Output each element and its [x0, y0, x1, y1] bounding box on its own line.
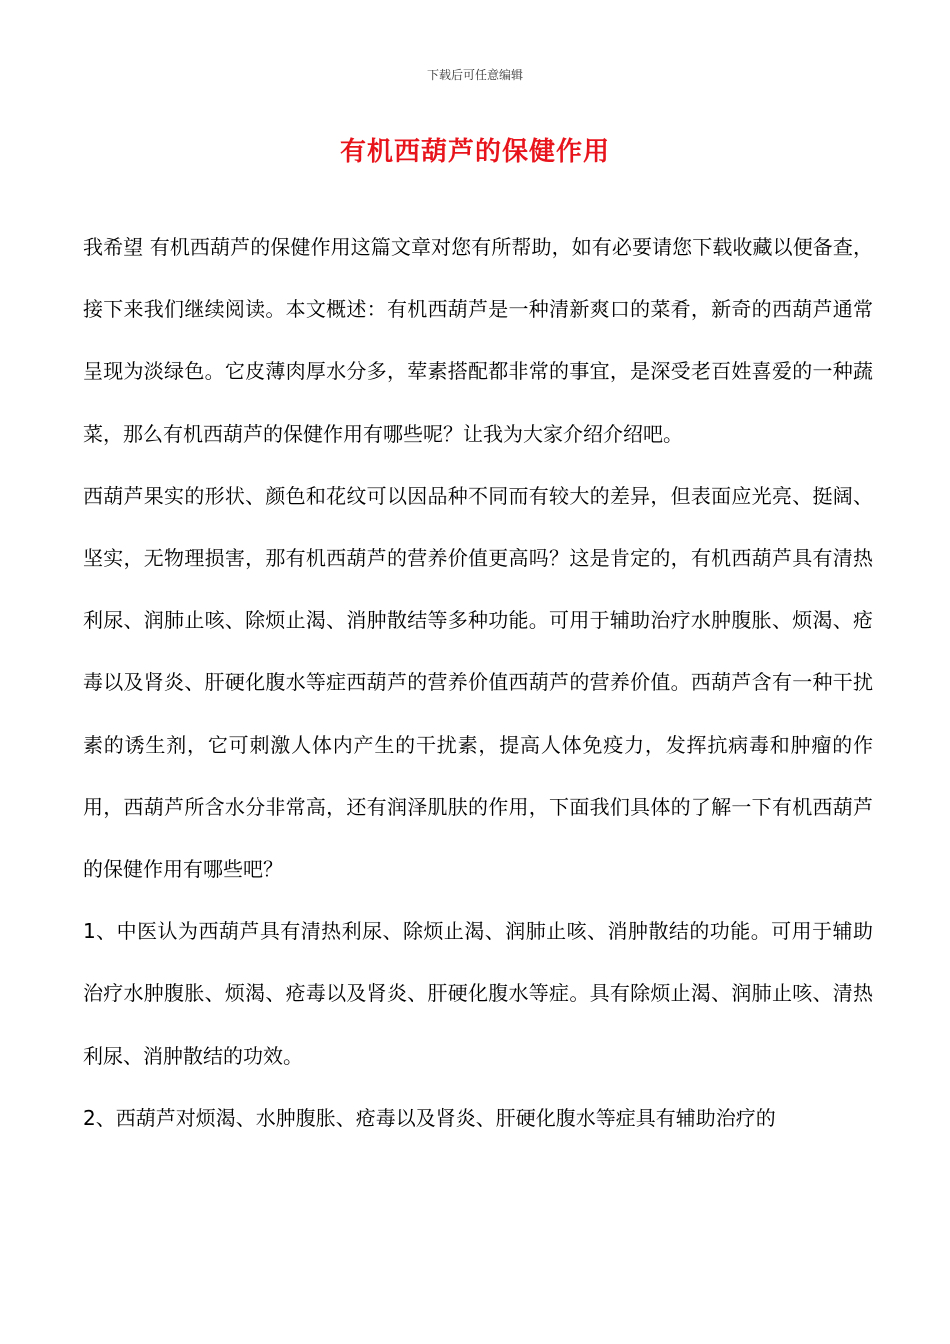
paragraph-point-2: 2、西葫芦对烦渴、水肿腹胀、疮毒以及肾炎、肝硬化腹水等症具有辅助治疗的 [83, 1105, 776, 1130]
document-title: 有机西葫芦的保健作用 [339, 137, 610, 167]
header-note: 下载后可任意编辑 [426, 68, 523, 82]
document-body [83, 216, 873, 1149]
paragraph-point-1: 1、中医认为西葫芦具有清热利尿、除烦止渴、润肺止咳、消肿散结的功能。可用于辅助治疗水肿腹胀、烦渴、疮毒以及肾炎、肝硬化腹水等症。具有除烦止渴、润肺止咳、清热利尿、消肿散结的功效。 [83, 919, 873, 1068]
paragraph-intro: 我希望 有机西葫芦的保健作用这篇文章对您有所帮助，如有必要请您下载收藏以便备查，接下来我们继续阅读。本文概述：有机西葫芦是一种清新爽口的菜肴，新奇的西葫芦通常呈现为淡绿色。它皮薄肉厚水分多，荤素搭配都非常的事宜，是深受老百姓喜爱的一种蔬菜，那么有机西葫芦的保健作用有哪些呢？让我为大家介绍介绍吧。 [83, 235, 873, 446]
paragraph-nutrition: 西葫芦果实的形状、颜色和花纹可以因品种不同而有较大的差异，但表面应光亮、挺阔、坚实，无物理损害，那有机西葫芦的营养价值更高吗？这是肯定的，有机西葫芦具有清热利尿、润肺止咳、除烦止渴、消肿散结等多种功能。可用于辅助治疗水肿腹胀、烦渴、疮毒以及肾炎、肝硬化腹水等症西葫芦的营养价值西葫芦的营养价值。西葫芦含有一种干扰素的诱生剂，它可刺激人体内产生的干扰素，提高人体免疫力，发挥抗病毒和肿瘤的作用，西葫芦所含水分非常高，还有润泽肌肤的作用，下面我们具体的了解一下有机西葫芦的保健作用有哪些吧？ [83, 483, 873, 882]
